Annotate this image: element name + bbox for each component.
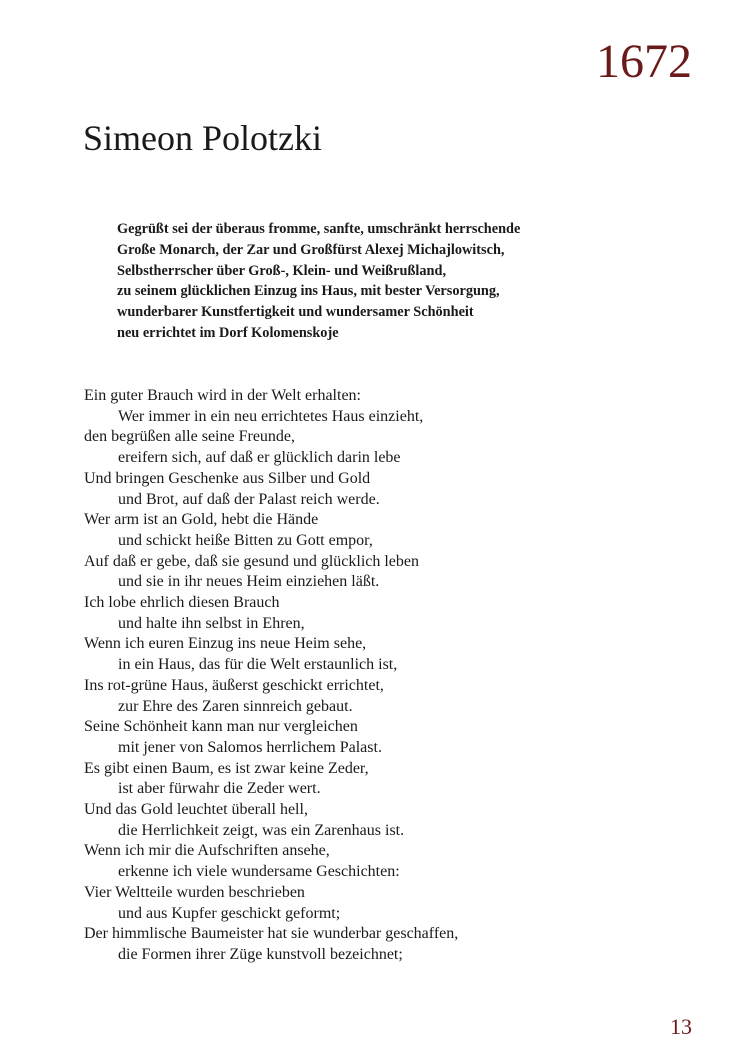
poem-line: Vier Weltteile wurden beschrieben [84, 883, 305, 901]
dedication-line: Gegrüßt sei der überaus fromme, sanfte, umschränkt herrschende [117, 221, 521, 237]
poem-line: Ein guter Brauch wird in der Welt erhalten: [84, 387, 361, 404]
poem-line: erkenne ich viele wundersame Geschichten: [118, 863, 400, 881]
dedication-line: wunderbarer Kunstfertigkeit und wundersamer Schönheit [117, 304, 474, 321]
poem-body [84, 386, 684, 966]
poem-line: und schickt heiße Bitten zu Gott empor, [118, 531, 373, 549]
poem-line: Es gibt einen Baum, es ist zwar keine Zeder, [84, 759, 369, 777]
poem-line: Seine Schönheit kann man nur vergleichen [84, 718, 358, 736]
poem-line: und sie in ihr neues Heim einziehen läßt. [118, 573, 380, 591]
poem-line: Und das Gold leuchtet überall hell, [84, 801, 308, 819]
poem-line: und halte ihn selbst in Ehren, [118, 614, 305, 632]
poem-line: und aus Kupfer geschickt geformt; [118, 904, 341, 922]
poem-line: mit jener von Salomos herrlichem Palast. [118, 738, 382, 756]
dedication-line: Selbstherrscher über Groß-, Klein- und Weißrußland, [117, 262, 447, 279]
poem-line: Auf daß er gebe, daß sie gesund und glücklich leben [84, 552, 420, 570]
poem-line: in ein Haus, das für die Welt erstaunlich ist, [118, 656, 398, 674]
poem-line: Und bringen Geschenke aus Silber und Gold [84, 469, 371, 487]
poem-line: die Herrlichkeit zeigt, was ein Zarenhaus ist. [118, 821, 405, 839]
dedication-line: neu errichtet im Dorf Kolomenskoje [117, 324, 339, 341]
year-heading: 1672 [596, 35, 692, 88]
poem-line: Der himmlische Baumeister hat sie wunderbar geschaffen, [84, 925, 459, 943]
poem-line: Wenn ich mir die Aufschriften ansehe, [84, 842, 330, 860]
poem-line: und Brot, auf daß der Palast reich werde. [118, 490, 380, 508]
page-number: 13 [670, 1014, 692, 1039]
poem-line: Ins rot-grüne Haus, äußerst geschickt errichtet, [84, 676, 384, 694]
poem-line: ist aber fürwahr die Zeder wert. [118, 780, 321, 798]
poem-line: zur Ehre des Zaren sinnreich gebaut. [118, 697, 353, 715]
poem-line: Ich lobe ehrlich diesen Brauch [84, 594, 280, 612]
dedication-block [117, 219, 677, 344]
poem-line: den begrüßen alle seine Freunde, [84, 428, 296, 446]
poem-line: Wer arm ist an Gold, hebt die Hände [84, 511, 319, 529]
dedication-line: Große Monarch, der Zar und Großfürst Alexej Michajlowitsch, [117, 241, 505, 258]
author-title: Simeon Polotzki [83, 118, 323, 158]
dedication-line: zu seinem glücklichen Einzug ins Haus, mit bester Versorgung, [117, 283, 500, 300]
poem-line: die Formen ihrer Züge kunstvoll bezeichnet; [118, 945, 403, 963]
poem-line: ereifern sich, auf daß er glücklich darin lebe [118, 449, 401, 467]
poem-line: Wenn ich euren Einzug ins neue Heim sehe, [84, 635, 367, 653]
poem-line: Wer immer in ein neu errichtetes Haus einzieht, [118, 407, 424, 425]
